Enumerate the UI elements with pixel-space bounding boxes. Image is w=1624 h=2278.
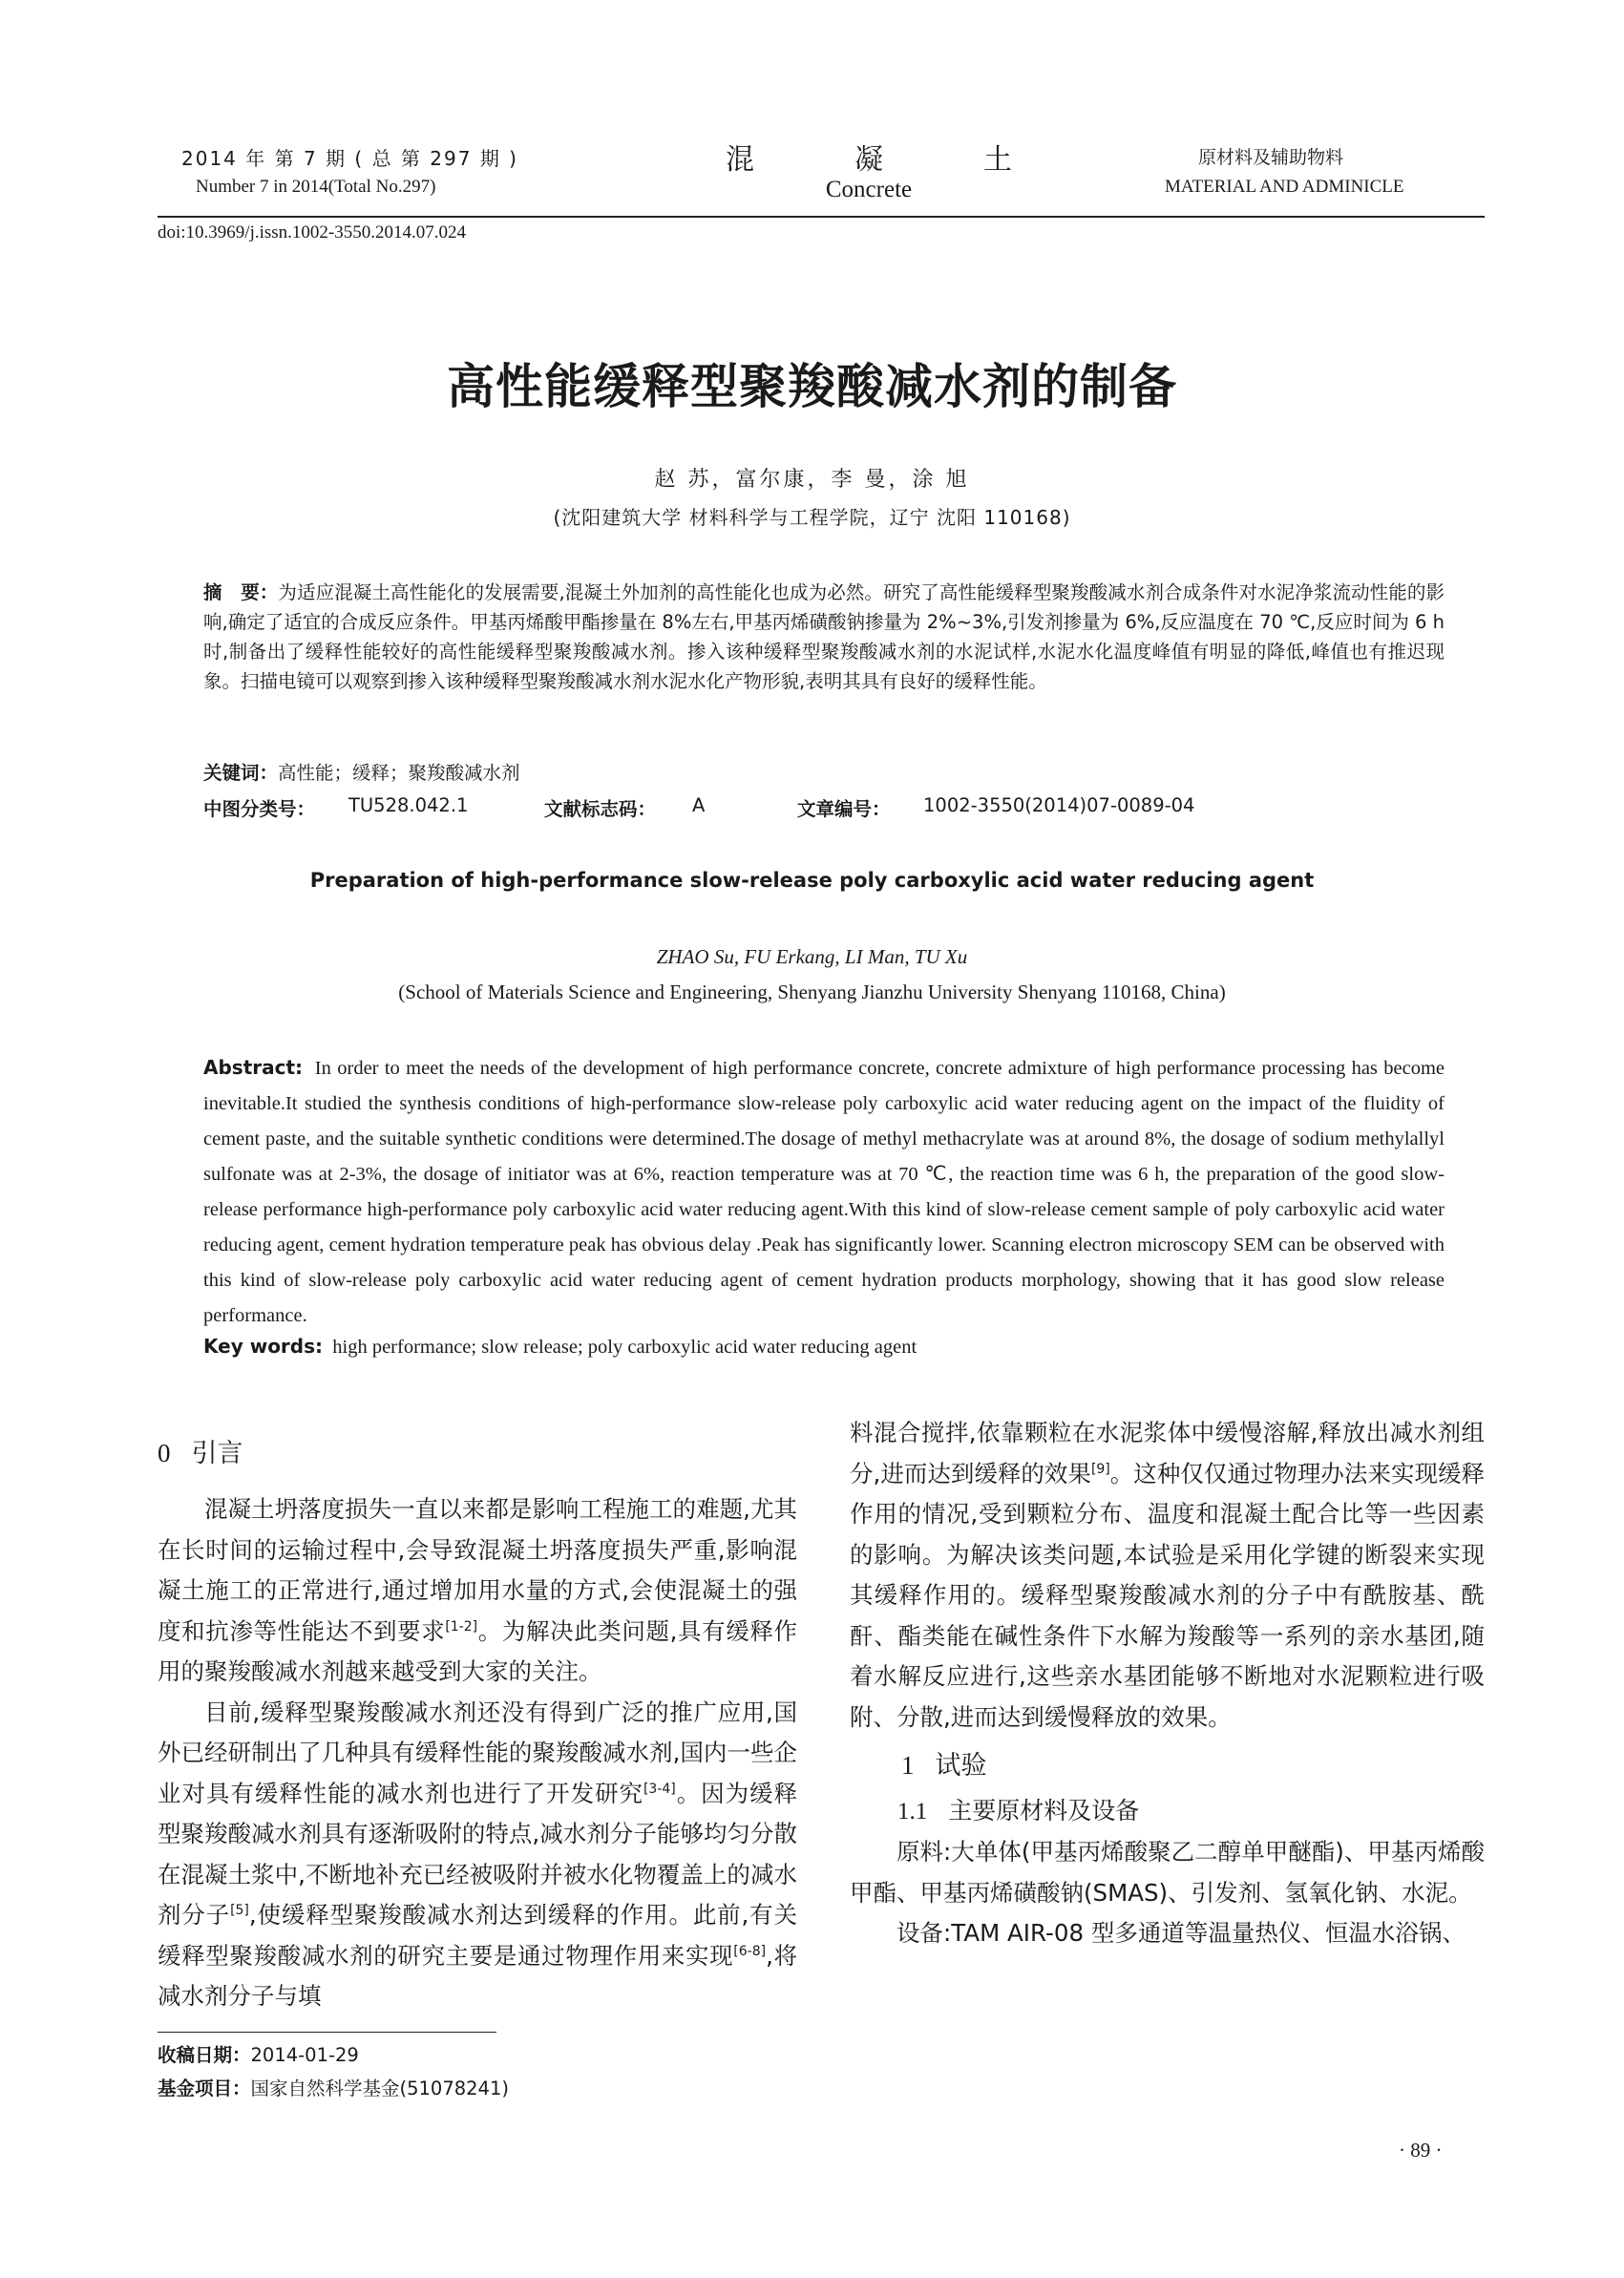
keywords-en [203, 1335, 917, 1359]
section-0-heading [158, 1432, 243, 1469]
abstract-en-label: Abstract: [203, 1056, 304, 1079]
citation: [1-2] [445, 1618, 478, 1635]
header-rule [158, 216, 1485, 218]
fund-value: 国家自然科学基金(51078241) [250, 2078, 509, 2099]
right-paragraph-2: 原料:大单体(甲基丙烯酸聚乙二醇单甲醚酯)、甲基丙烯酸甲酯、甲基丙烯磺酸钠(SMAS)、引发剂、氢氧化钠、水泥。 [850, 1838, 1485, 1907]
keywords-cn-text: 高性能；缓释；聚羧酸减水剂 [278, 762, 520, 784]
header-journal-cn [726, 136, 1012, 178]
journal-char-2: 凝 [854, 143, 883, 177]
abstract-cn-label: 摘 要： [203, 581, 279, 603]
left-p2-text-a: 目前,缓释型聚羧酸减水剂还没有得到广泛的推广应用,国外已经研制出了几种具有缓释性能的聚羧酸减水剂,国内一些企业对具有缓释性能的减水剂也进行了开发研究 [158, 1698, 797, 1807]
subsection-1-1-title: 主要原材料及设备 [948, 1796, 1140, 1825]
clc-value: TU528.042.1 [348, 794, 469, 816]
abstract-en-text: In order to meet the needs of the development of high performance concrete, concrete admixture of high performance processing has become inevitable.It studied the synthesis conditions of high-performance slow-release poly carboxylic acid water reducing agent on the impact of the fluidity of cement paste, and the suitable synthetic conditions were determined.The dosage of methyl methacrylate was at around 8%, the dosage of sodium methylallyl sulfonate was at 2-3%, the dosage of initiator was at 6%, reaction temperature was at 70 ℃, the reaction time was 6 h, the preparation of the good slow-release performance high-performance poly carboxylic acid water reducing agent.With this kind of slow-release cement sample of poly carboxylic acid water reducing agent, cement hydration temperature peak has obvious delay .Peak has significantly lower. Scanning electron microscopy SEM can be observed with this kind of slow-release poly carboxylic acid water reducing agent of cement hydration products morphology, showing that it has good slow release performance. [203, 1058, 1445, 1326]
citation: [3-4] [643, 1781, 676, 1797]
title-en: Preparation of high-performance slow-release poly carboxylic acid water reducing agent [309, 869, 1315, 892]
footnote-rule [158, 2032, 496, 2033]
doc-code-value: A [692, 794, 706, 816]
journal-char-1: 混 [726, 143, 754, 177]
doc-code-label: 文献标志码： [544, 798, 657, 820]
footnote-fund [158, 2074, 509, 2100]
left-p1-text-b: 。为解决此类问题,具有缓释作用的聚羧酸减水剂越来越受到大家的关注。 [158, 1616, 797, 1685]
affiliation-en: (School of Materials Science and Engineering, Shenyang Jianzhu University Shenyang 110168, China) [398, 981, 1226, 1003]
header-column-cn: 原材料及辅助物料 [1198, 147, 1344, 168]
keywords-cn [203, 758, 520, 785]
section-1-number: 1 [901, 1751, 915, 1780]
keywords-en-text: high performance; slow release; poly carboxylic acid water reducing agent [332, 1337, 917, 1358]
header-issue-cn: 2014 年 第 7 期 ( 总 第 297 期 ) [181, 147, 518, 170]
citation: [6-8] [733, 1943, 767, 1959]
right-column [850, 1413, 1485, 1954]
section-0-number: 0 [158, 1439, 171, 1467]
affiliation-cn: (沈阳建筑大学 材料科学与工程学院，辽宁 沈阳 110168) [553, 506, 1071, 529]
left-p1-text-a: 混凝土坍落度损失一直以来都是影响工程施工的难题,尤其在长时间的运输过程中,会导致混凝土坍落度损失严重,影响混凝土施工的正常进行,通过增加用水量的方式,会使混凝土的强度和抗渗等性能达不到要求 [158, 1495, 797, 1645]
left-paragraph-2 [158, 1693, 797, 2017]
authors-cn: 赵 苏，富尔康，李 曼，涂 旭 [654, 468, 970, 492]
left-p2-text-d: ,将减水剂分子与填 [158, 1941, 798, 2010]
doi: doi:10.3969/j.issn.1002-3550.2014.07.024 [158, 222, 467, 243]
footnote-received [158, 2040, 359, 2067]
citation: [9] [1090, 1461, 1110, 1477]
section-0-title: 引言 [191, 1439, 243, 1468]
header-journal-en: Concrete [825, 177, 913, 202]
abstract-en [203, 1050, 1445, 1334]
abstract-cn-text: 为适应混凝土高性能化的发展需要,混凝土外加剂的高性能化也成为必然。研究了高性能缓释型聚羧酸减水剂合成条件对水泥净浆流动性能的影响,确定了适宜的合成反应条件。甲基丙烯酸甲酯掺量在 8%左右,甲基丙烯磺酸钠掺量为 2%~3%,引发剂掺量为 6%,反应温度在 70 ℃,反应时间为 6 h 时,制备出了缓释性能较好的高性能缓释型聚羧酸减水剂。掺入该种缓释型聚羧酸减水剂的水泥试样,水泥水化温度峰值有明显的降低,峰值也有推迟现象。扫描电镜可以观察到掺入该种缓释型聚羧酸减水剂水泥水化产物形貌,表明其具有良好的缓释性能。 [203, 581, 1445, 692]
clc-label: 中图分类号： [203, 798, 316, 820]
right-p1-text-b: 。这种仅仅通过物理办法来实现缓释作用的情况,受到颗粒分布、温度和混凝土配合比等一些因素的影响。为解决该类问题,本试验是采用化学键的断裂来实现其缓释作用的。缓释型聚羧酸减水剂的分子中有酰胺基、酰酐、酯类能在碱性条件下水解为羧酸等一系列的亲水基团,随着水解反应进行,这些亲水基团能够不断地对水泥颗粒进行吸附、分散,进而达到缓慢释放的效果。 [850, 1459, 1485, 1731]
article-no-label: 文章编号： [797, 798, 891, 820]
header-issue-en: Number 7 in 2014(Total No.297) [196, 177, 436, 197]
abstract-cn [203, 578, 1445, 696]
title-cn: 高性能缓释型聚羧酸减水剂的制备 [447, 359, 1177, 414]
keywords-en-label: Key words: [203, 1335, 324, 1358]
left-column [158, 1489, 797, 2017]
page-number: · 89 · [1399, 2139, 1443, 2162]
right-p1-text-a: 料混合搅拌,依靠颗粒在水泥浆体中缓慢溶解,释放出减水剂组分,进而达到缓释的效果 [850, 1419, 1485, 1487]
section-1-heading [850, 1745, 1485, 1787]
received-label: 收稿日期： [158, 2044, 251, 2066]
right-paragraph-1 [850, 1413, 1485, 1738]
subsection-1-1-number: 1.1 [897, 1798, 928, 1825]
subsection-1-1-heading [850, 1791, 1485, 1833]
keywords-cn-label: 关键词： [203, 762, 279, 784]
left-p2-text-c: ,使缓释型聚羧酸减水剂达到缓释的作用。此前,有关缓释型聚羧酸减水剂的研究主要是通过物理作用来实现 [158, 1901, 798, 1970]
left-p2-text-b: 。因为缓释型聚羧酸减水剂具有逐渐吸附的特点,减水剂分子能够均匀分散在混凝土浆中,不断地补充已经被吸附并被水化物覆盖上的减水剂分子 [158, 1779, 798, 1929]
received-value: 2014-01-29 [250, 2044, 359, 2066]
fund-label: 基金项目： [158, 2078, 251, 2099]
journal-char-3: 土 [983, 143, 1012, 177]
citation: [5] [230, 1903, 249, 1918]
section-1-title: 试验 [935, 1751, 987, 1781]
authors-en: ZHAO Su, FU Erkang, LI Man, TU Xu [656, 945, 968, 968]
right-paragraph-3: 设备:TAM AIR-08 型多通道等温量热仪、恒温水浴锅、 [896, 1919, 1466, 1947]
left-paragraph-1 [158, 1489, 797, 1693]
article-no-value: 1002-3550(2014)07-0089-04 [923, 794, 1195, 816]
header-column-en: MATERIAL AND ADMINICLE [1165, 177, 1404, 197]
